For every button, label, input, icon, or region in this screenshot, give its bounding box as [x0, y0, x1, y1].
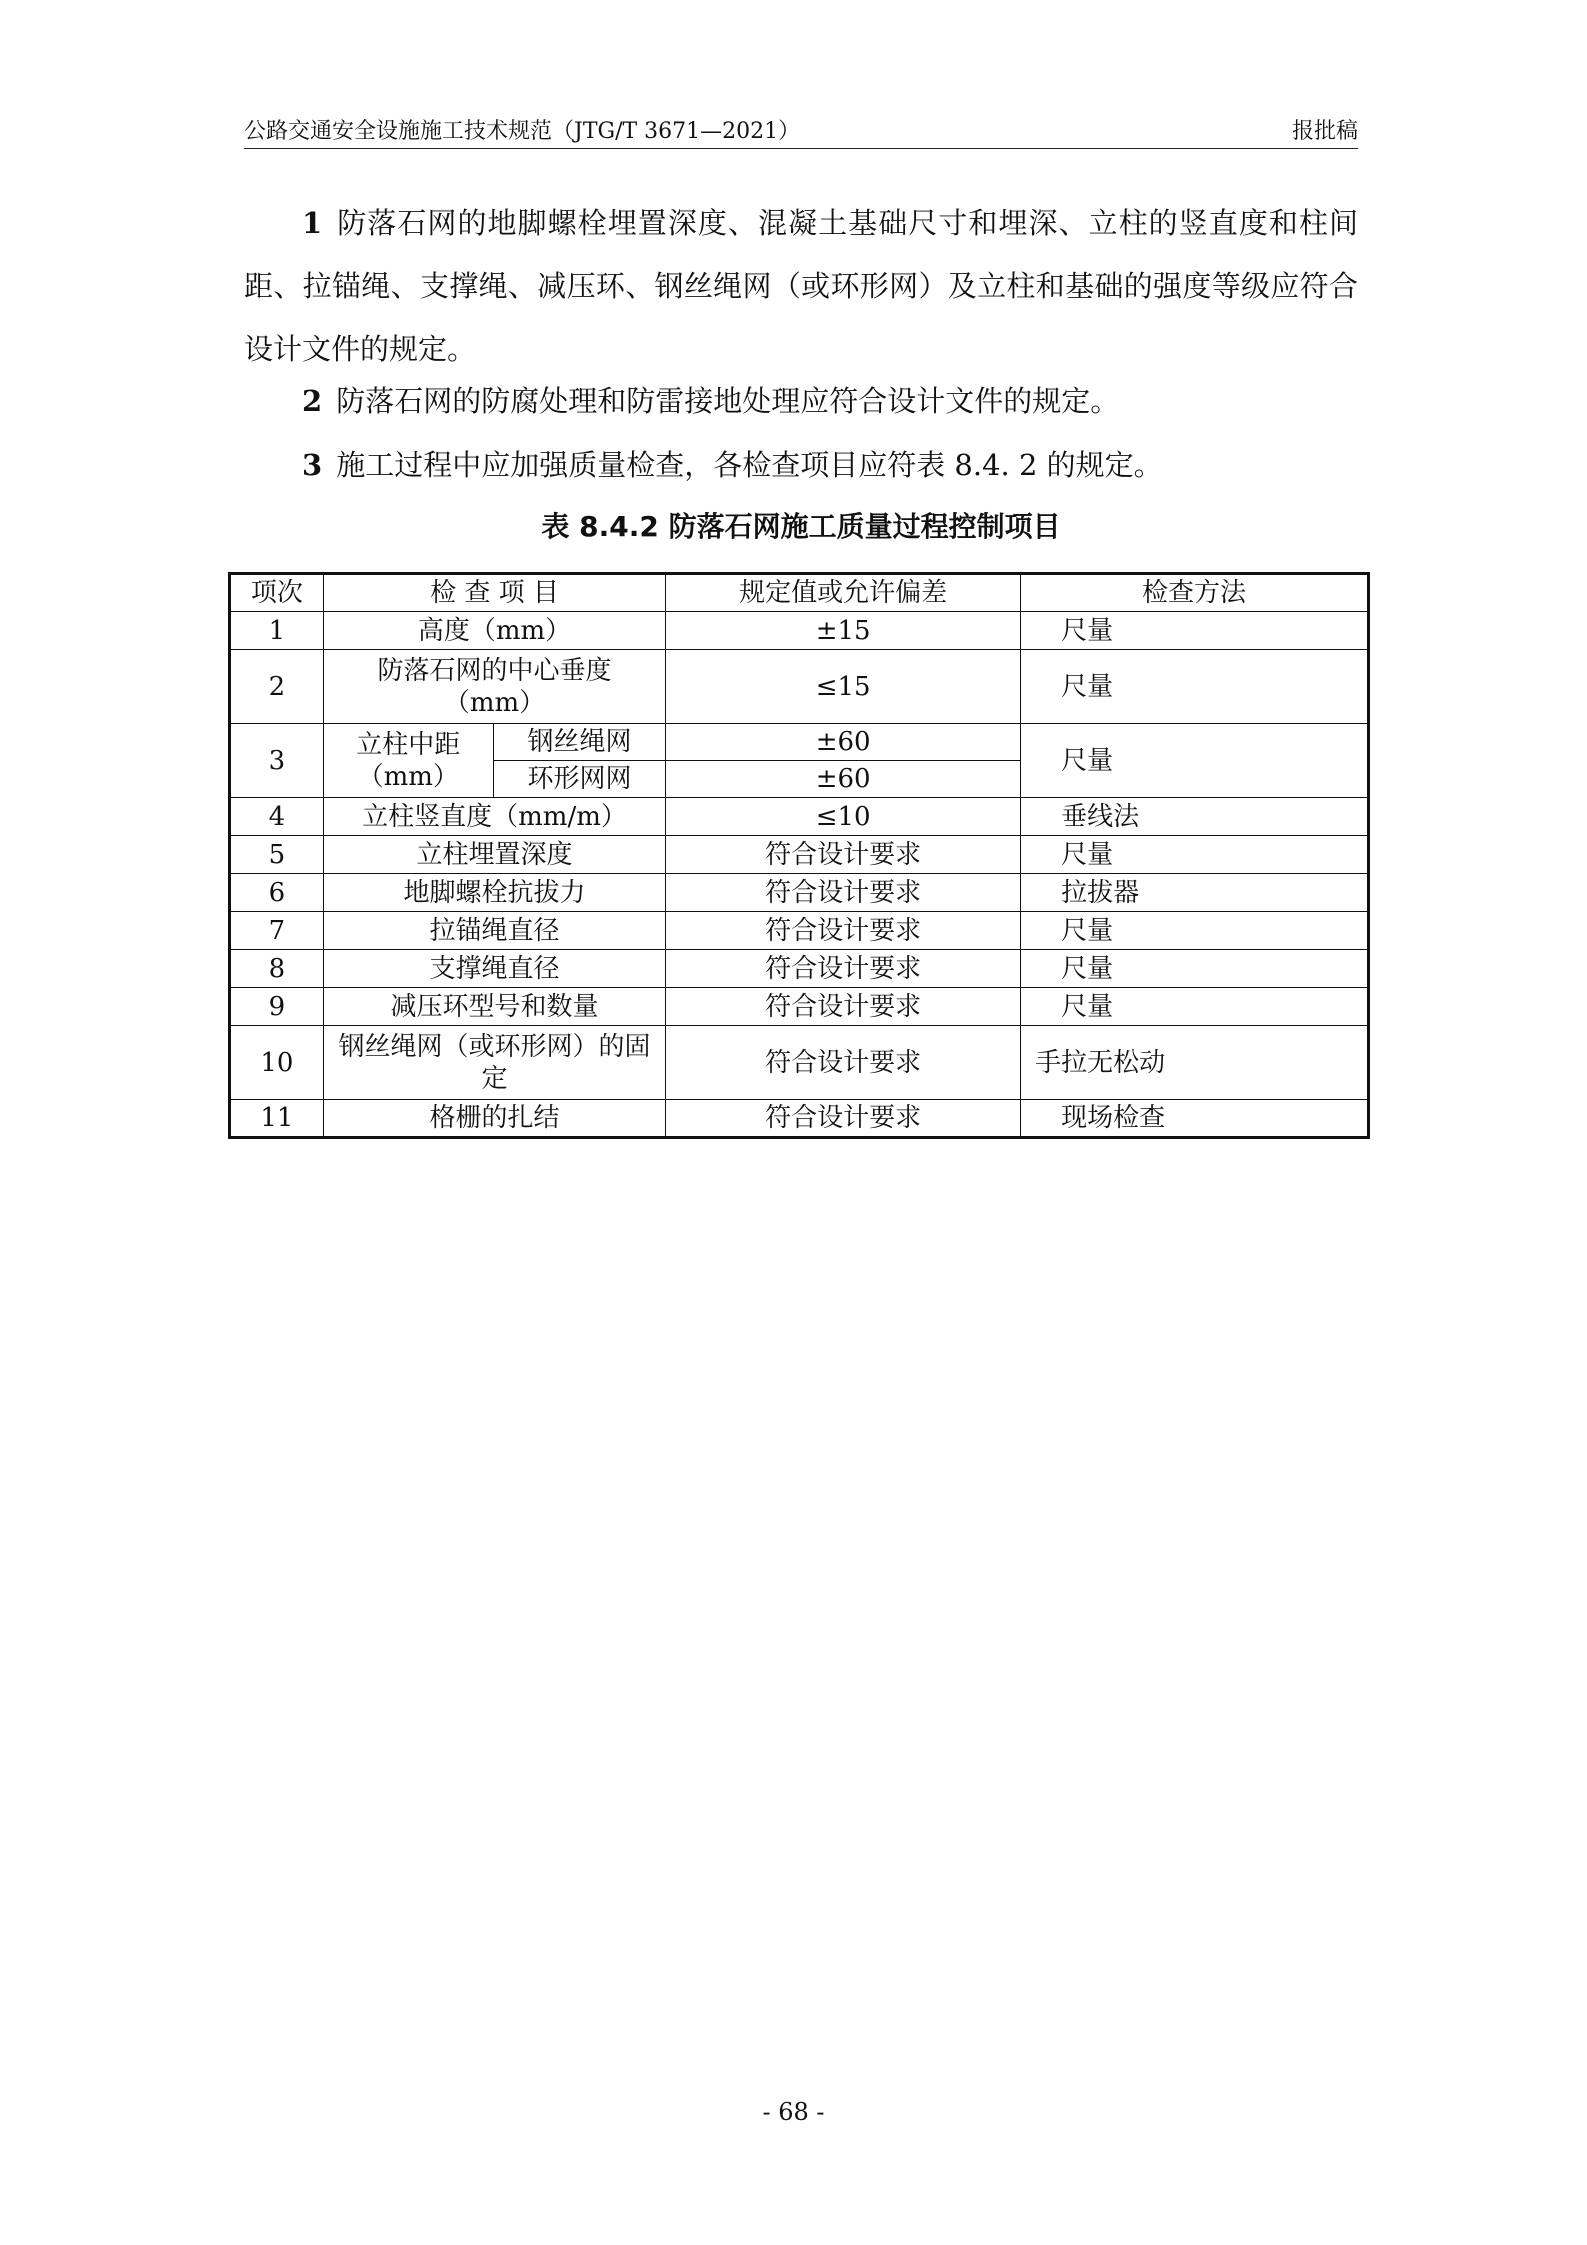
header-no: 项次	[230, 574, 324, 612]
clause-text: 施工过程中应加强质量检查，各检查项目应符表 8.4. 2 的规定。	[336, 448, 1163, 482]
page-header	[244, 112, 1358, 149]
row-value: 符合设计要求	[666, 950, 1021, 988]
row-no: 6	[230, 874, 324, 912]
row-item: 立柱中距（mm）	[323, 724, 493, 798]
table-row	[230, 836, 1369, 874]
table-row	[230, 1100, 1369, 1138]
row-value: 符合设计要求	[666, 1100, 1021, 1138]
row-no: 4	[230, 798, 324, 836]
row-subitem: 环形网网	[493, 761, 665, 798]
clause-number: 2	[302, 384, 323, 418]
row-no: 7	[230, 912, 324, 950]
table-row	[230, 950, 1369, 988]
row-method: 手拉无松动	[1021, 1026, 1369, 1100]
table-row	[230, 874, 1369, 912]
row-method: 尺量	[1021, 950, 1369, 988]
row-subitem: 钢丝绳网	[493, 724, 665, 761]
row-value: 符合设计要求	[666, 1026, 1021, 1100]
clause-2	[244, 370, 1358, 433]
row-method: 尺量	[1021, 988, 1369, 1026]
page-number: - 68 -	[762, 2098, 825, 2126]
row-item: 格栅的扎结	[323, 1100, 665, 1138]
row-value: 符合设计要求	[666, 912, 1021, 950]
row-no: 11	[230, 1100, 324, 1138]
row-value: 符合设计要求	[666, 836, 1021, 874]
header-item: 检 查 项 目	[323, 574, 665, 612]
row-item: 高度（mm）	[323, 612, 665, 650]
table-row	[230, 724, 1369, 761]
header-method: 检查方法	[1021, 574, 1369, 612]
document-title: 公路交通安全设施施工技术规范（JTG/T 3671—2021）	[244, 119, 801, 144]
row-method: 现场检查	[1021, 1100, 1369, 1138]
row-item: 地脚螺栓抗拔力	[323, 874, 665, 912]
row-no: 10	[230, 1026, 324, 1100]
row-method: 尺量	[1021, 612, 1369, 650]
row-method: 拉拔器	[1021, 874, 1369, 912]
row-method: 尺量	[1021, 836, 1369, 874]
row-no: 9	[230, 988, 324, 1026]
clause-number: 1	[302, 206, 323, 240]
table-row	[230, 612, 1369, 650]
row-item: 立柱竖直度（mm/m）	[323, 798, 665, 836]
table-row	[230, 988, 1369, 1026]
row-method: 尺量	[1021, 912, 1369, 950]
row-value: 符合设计要求	[666, 988, 1021, 1026]
document-status: 报批稿	[1291, 119, 1358, 144]
row-value: ≤15	[666, 650, 1021, 724]
clause-text: 防落石网的防腐处理和防雷接地处理应符合设计文件的规定。	[336, 384, 1120, 418]
header-value: 规定值或允许偏差	[666, 574, 1021, 612]
table-row	[230, 1026, 1369, 1100]
row-value: ±60	[666, 724, 1021, 761]
quality-control-table	[228, 572, 1370, 1139]
row-no: 3	[230, 724, 324, 798]
table-row	[230, 798, 1369, 836]
row-item: 防落石网的中心垂度（mm）	[323, 650, 665, 724]
row-no: 1	[230, 612, 324, 650]
clause-number: 3	[302, 448, 323, 482]
row-item: 拉锚绳直径	[323, 912, 665, 950]
row-item: 钢丝绳网（或环形网）的固定	[323, 1026, 665, 1100]
clause-3	[244, 434, 1358, 497]
row-item: 减压环型号和数量	[323, 988, 665, 1026]
row-no: 5	[230, 836, 324, 874]
row-method: 尺量	[1021, 650, 1369, 724]
row-method: 尺量	[1021, 724, 1369, 798]
row-value: ±15	[666, 612, 1021, 650]
table-row	[230, 912, 1369, 950]
table-caption: 表 8.4.2 防落石网施工质量过程控制项目	[541, 510, 1061, 543]
clause-text: 防落石网的地脚螺栓埋置深度、混凝土基础尺寸和埋深、立柱的竖直度和柱间距、拉锚绳、支撑绳、减压环、钢丝绳网（或环形网）及立柱和基础的强度等级应符合设计文件的规定。	[244, 206, 1358, 366]
table-row	[230, 650, 1369, 724]
row-no: 8	[230, 950, 324, 988]
row-no: 2	[230, 650, 324, 724]
clause-1	[244, 192, 1358, 381]
row-value: ±60	[666, 761, 1021, 798]
row-item: 支撑绳直径	[323, 950, 665, 988]
row-method: 垂线法	[1021, 798, 1369, 836]
row-value: 符合设计要求	[666, 874, 1021, 912]
row-item: 立柱埋置深度	[323, 836, 665, 874]
row-value: ≤10	[666, 798, 1021, 836]
table-header-row	[230, 574, 1369, 612]
